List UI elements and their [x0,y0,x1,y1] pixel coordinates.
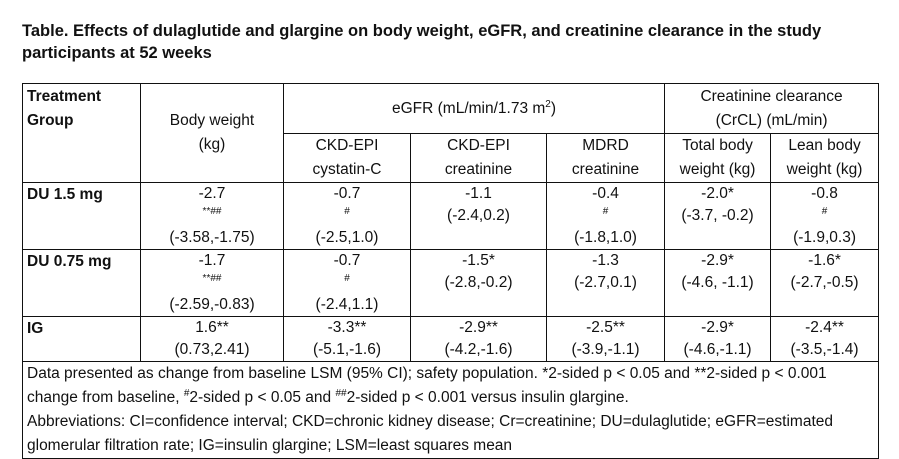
results-table [22,83,879,459]
table-title: Table. Effects of dulaglutide and glargine on body weight, eGFR, and creatinine clearance in the study participants at 52 weeks [22,22,822,62]
cell-ci: (0.73,2.41) [174,341,250,358]
cell-value: 1.6** [195,319,229,336]
table-cell [284,183,411,250]
row-label: DU 0.75 mg [23,250,141,317]
header-sub-line-1: CKD-EPI [315,137,379,154]
cell-value: -1.1 [465,185,492,202]
cell-marker: **## [202,205,222,217]
header-lean-body-weight [771,134,879,183]
cell-value: -1.6* [808,252,841,269]
header-crcl-line-1: Creatinine clearance [700,88,843,105]
cell-value: -1.7 [198,252,226,269]
cell-ci: (-3.7, -0.2) [681,207,754,224]
header-sub-line-2: creatinine [444,161,513,178]
row-label: IG [23,317,141,362]
cell-ci: (-2.59,-0.83) [169,296,255,313]
header-sub-line-1: MDRD [582,137,629,154]
cell-value: -2.0* [701,185,734,202]
table-cell [771,250,879,317]
cell-marker: # [344,272,350,284]
cell-value: -0.7 [333,185,361,202]
header-sub-line-2: weight (kg) [786,161,863,178]
table-cell [141,250,284,317]
header-row-1 [23,84,879,134]
cell-value: -2.7 [198,185,226,202]
table-row-du-1-5 [23,183,879,250]
row-label: DU 1.5 mg [23,183,141,250]
footnote-row [23,362,879,459]
table-cell [284,317,411,362]
cell-ci: (-2.4,1.1) [315,296,379,313]
header-egfr-label: eGFR (mL/min/1.73 m [391,99,546,117]
cell-marker: # [602,205,609,217]
header-crcl-group [665,84,879,134]
table-row-ig [23,317,879,362]
cell-ci: (-4.6,-1.1) [683,341,752,358]
header-sub-line-2: weight (kg) [679,161,756,178]
table-cell [665,183,771,250]
table-footnote [23,362,879,459]
header-ckd-epi-creatinine [411,134,547,183]
footnote-significance: Data presented as change from baseline LSM (95% CI); safety population. *2-sided p < 0.05 and **2-sided p < 0.001 change from baseline, #2-sided p < 0.05 and ##2-sided p < 0.001 versus insulin glargine. [27,365,827,406]
cell-ci: (-2.7,-0.5) [790,274,859,291]
header-egfr-close: ) [550,99,557,117]
table-cell [547,183,665,250]
cell-ci: (-3.9,-1.1) [571,341,640,358]
table-cell [284,250,411,317]
header-treatment-line-2: Group [27,112,74,129]
header-sub-line-1: CKD-EPI [447,137,510,154]
cell-ci: (-1.9,0.3) [793,229,856,246]
cell-marker: # [344,205,350,217]
cell-value: -0.8 [811,185,838,202]
table-cell [411,250,547,317]
table-cell [411,183,547,250]
table-cell [771,183,879,250]
header-egfr-group [284,84,665,134]
cell-value: -2.9* [701,319,734,336]
cell-ci: (-2.7,0.1) [574,274,637,291]
cell-ci: (-2.8,-0.2) [444,274,513,291]
cell-value: -2.9* [701,252,734,269]
cell-ci: (-3.5,-1.4) [790,341,859,358]
cell-ci: (-2.5,1.0) [315,229,379,246]
header-sub-line-1: Lean body [788,137,861,154]
cell-ci: (-4.6, -1.1) [681,274,754,291]
table-row-du-0-75 [23,250,879,317]
cell-ci: (-5.1,-1.6) [312,341,382,358]
header-treatment-group [23,84,141,183]
table-cell [547,250,665,317]
table-cell [665,317,771,362]
cell-value: -1.5* [462,252,495,269]
header-crcl-line-2: (CrCL) (mL/min) [715,112,828,129]
header-egfr-sup: 2 [545,98,551,110]
cell-marker: # [821,205,828,217]
cell-value: -2.9** [459,319,498,336]
cell-value: -3.3** [327,319,367,336]
cell-value: -0.4 [592,185,619,202]
header-treatment-line-1: Treatment [27,88,102,105]
header-sub-line-2: creatinine [571,161,640,178]
header-ckd-epi-cystatin [284,134,411,183]
cell-ci: (-2.4,0.2) [447,207,510,224]
table-cell [547,317,665,362]
cell-value: -2.5** [586,319,625,336]
table-cell [141,183,284,250]
cell-marker: **## [202,272,222,284]
cell-ci: (-3.58,-1.75) [169,229,255,246]
header-sub-line-1: Total body [682,137,753,154]
cell-value: -2.4** [805,319,844,336]
cell-ci: (-4.2,-1.6) [444,341,513,358]
header-total-body-weight [665,134,771,183]
header-body-weight [141,84,284,183]
table-cell [141,317,284,362]
header-mdrd-creatinine [547,134,665,183]
cell-value: -0.7 [333,252,361,269]
header-sub-line-2: cystatin-C [312,161,382,178]
cell-ci: (-1.8,1.0) [574,229,637,246]
cell-value: -1.3 [592,252,619,269]
table-cell [665,250,771,317]
header-body-weight-line-2: (kg) [198,136,226,153]
header-body-weight-line-1: Body weight [169,112,255,129]
table-cell [411,317,547,362]
table-cell [771,317,879,362]
footnote-abbreviations: Abbreviations: CI=confidence interval; CKD=chronic kidney disease; Cr=creatinine; DU=dulaglutide; eGFR=estimated glomerular filtration rate; IG=insulin glargine; LSM=least squares mean [27,413,833,454]
